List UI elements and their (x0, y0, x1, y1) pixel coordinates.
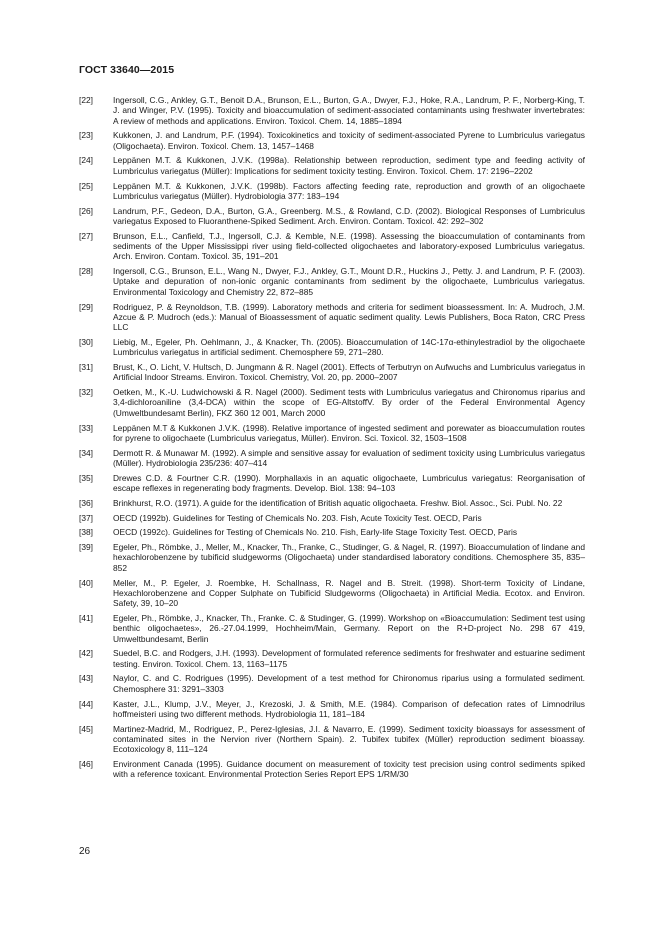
reference-number: [33] (79, 422, 93, 433)
reference-text: Brinkhurst, R.O. (1971). A guide for the identification of British aquatic oligochaeta. Freshw. Biol. Assoc., Sci. Publ. No. 22 (113, 497, 563, 508)
reference-number: [39] (79, 542, 93, 553)
reference-number: [41] (79, 612, 93, 623)
reference-item (79, 302, 585, 333)
reference-text: Egeler, Ph., Römbke, J., Meller, M., Knacker, Th., Franke, C., Studinger, G. & Nagel, R. (1997). Bioaccumulation of lindane and hexachlorobenzene by tubificid sludgeworms (Oligochaeta) under standardised laboratory conditions. Chemosphere 35, 835–852 (113, 542, 585, 573)
reference-number: [36] (79, 497, 93, 508)
reference-text: Martinez-Madrid, M., Rodriguez, P., Perez-Iglesias, J.I. & Navarro, E. (1999). Sediment toxicity bioassays for assessment of contaminated sites in the Nervion river (Northern Spain). 2. Tubifex tubifex (Müller) reproduction sediment bioassay. Ecotoxicology 8, 111–124 (113, 723, 585, 755)
reference-item (79, 673, 585, 694)
reference-text: OECD (1992b). Guidelines for Testing of Chemicals No. 203. Fish, Acute Toxicity Test. OECD, Paris (113, 512, 482, 523)
reference-text: OECD (1992c). Guidelines for Testing of Chemicals No. 210. Fish, Early-life Stage Toxicity Test. OECD, Paris (113, 527, 518, 538)
reference-item (79, 473, 585, 494)
reference-number: [24] (79, 155, 93, 166)
reference-item (79, 130, 585, 151)
reference-item (79, 387, 585, 418)
reference-number: [35] (79, 472, 93, 483)
reference-text: Suedel, B.C. and Rodgers, J.H. (1993). Development of formulated reference sediments for freshwater and estuarine sediment testing. Environ. Toxicol. Chem. 13, 1163–1175 (113, 648, 585, 669)
reference-number: [45] (79, 723, 93, 734)
reference-text: Kaster, J.L., Klump, J.V., Meyer, J., Krezoski, J. & Smith, M.E. (1984). Comparison of defecation rates of Limnodrilus hoffmeisteri using two different methods. Hydrobiologia 11, 181–184 (113, 698, 585, 719)
reference-number: [25] (79, 180, 93, 191)
reference-number: [38] (79, 527, 93, 538)
reference-item (79, 266, 585, 297)
reference-item (79, 613, 585, 644)
reference-number: [23] (79, 130, 93, 141)
reference-text: Egeler, Ph., Römbke, J., Knacker, Th., Franke. C. & Studinger, G. (1999). Workshop on «Bioaccumulation: Sediment test using benthic oligochaetes», 26.-27.04.1999, Hochheim/Main, Germany. Report on the R+D-project No. 298 67 419, Umweltbundesamt, Berlin (113, 612, 585, 644)
reference-list (79, 95, 585, 784)
reference-text: Meller, M., P. Egeler, J. Roembke, H. Schallnass, R. Nagel and B. Streit. (1998). Short-term Toxicity of Lindane, Hexachlorobenzene and Copper Sulphate on Tubificid Sludgeworms (Oligochaeta) in Artificial Media. Ecotox. and Environ. Safety, 39, 10–20 (113, 577, 585, 609)
reference-item (79, 513, 585, 523)
reference-number: [26] (79, 205, 93, 216)
reference-number: [40] (79, 577, 93, 588)
reference-item (79, 542, 585, 573)
reference-text: Leppänen M.T. & Kukkonen, J.V.K. (1998a). Relationship between reproduction, sediment type and feeding activity of Lumbriculus variegatus (Müller): Implications for sediment toxicity testing. Environ. Toxicol. Chem. 17: 2196–2202 (113, 155, 585, 176)
reference-text: Leppänen M.T. & Kukkonen, J.V.K. (1998b). Factors affecting feeding rate, reproduction and growth of an oligochaete Lumbriculus variegatus (Müller). Hydrobiologia 377: 183–194 (113, 180, 585, 201)
reference-item (79, 206, 585, 227)
reference-number: [29] (79, 301, 93, 312)
reference-number: [22] (79, 95, 93, 105)
reference-number: [31] (79, 362, 93, 373)
reference-item (79, 724, 585, 755)
reference-number: [28] (79, 266, 93, 277)
reference-text: Oetken, M., K.-U. Ludwichowski & R. Nagel (2000). Sediment tests with Lumbriculus variegatus and Chironomus riparius and 3,4-dichloroaniline (3,4-DCA) within the scope of EG-AltstoffV. By order of the Federal Environmental Agency (Umweltbundesamt Berlin), FKZ 360 12 001, March 2000 (113, 387, 585, 418)
reference-text: Kukkonen, J. and Landrum, P.F. (1994). Toxicokinetics and toxicity of sediment-associated Pyrene to Lumbriculus variegatus (Oligochaeta). Environ. Toxicol. Chem. 13, 1457–1468 (113, 130, 585, 151)
reference-text: Dermott R. & Munawar M. (1992). A simple and sensitive assay for evaluation of sediment toxicity using Lumbriculus variegatus (Müller). Hydrobiologia 235/236: 407–414 (113, 447, 585, 468)
reference-number: [42] (79, 648, 93, 659)
reference-number: [37] (79, 512, 93, 523)
reference-item (79, 498, 585, 508)
page-number: 26 (79, 846, 91, 857)
reference-number: [43] (79, 673, 93, 684)
reference-item (79, 181, 585, 202)
reference-item (79, 699, 585, 720)
reference-text: Landrum, P.F., Gedeon, D.A., Burton, G.A., Greenberg. M.S., & Rowland, C.D. (2002). Biological Responses of Lumbriculus variegatus Exposed to Fluoranthene-Spiked Sediment. Arch. Environ. Contam. Toxicol. 42: 292–302 (113, 205, 585, 226)
reference-item (79, 362, 585, 383)
reference-number: [27] (79, 230, 93, 241)
reference-item (79, 95, 585, 126)
reference-text: Ingersoll, C.G., Ankley, G.T., Benoit D.A., Brunson, E.L., Burton, G.A., Dwyer, F.J., Hoke, R.A., Landrum, P. F., Norberg-King, T. J. and Winger, P.V. (1995). Toxicity and bioaccumulation of sediment-associated contaminants using freshwater invertebrates: A review of methods and applications. Environ. Toxicol. Chem. 14, 1885–1894 (113, 95, 585, 126)
reference-text: Rodriguez, P. & Reynoldson, T.B. (1999). Laboratory methods and criteria for sediment bioassessment. In: A. Mudroch, J.M. Azcue & P. Mudroch (eds.): Manual of Bioassessment of aquatic sediment quality. Lewis Publishers, Boca Raton, CRC Press LLC (113, 301, 585, 333)
reference-item (79, 448, 585, 469)
reference-number: [32] (79, 387, 93, 398)
reference-number: [34] (79, 447, 93, 458)
page-header-title: ГОСТ 33640—2015 (79, 64, 175, 76)
reference-number: [46] (79, 759, 93, 770)
reference-text: Brust, K., O. Licht, V. Hultsch, D. Jungmann & R. Nagel (2001). Effects of Terbutryn on Aufwuchs and Lumbriculus variegatus in Artificial Indoor Streams. Environ. Toxicol. Chemistry, Vol. 20, pp. 2000–2007 (113, 362, 585, 383)
reference-item (79, 527, 585, 537)
reference-item (79, 155, 585, 176)
reference-text: Environment Canada (1995). Guidance document on measurement of toxicity test precision using control sediments spiked with a reference toxicant. Environmental Protection Series Report EPS 1/RM/30 (113, 759, 585, 780)
reference-item (79, 759, 585, 780)
reference-text: Liebig, M., Egeler, Ph. Oehlmann, J., & Knacker, Th. (2005). Bioaccumulation of 14C-17α-ethinylestradiol by the oligochaete Lumbriculus variegatus in artificial sediment. Chemosphere 59, 271–280. (113, 336, 585, 358)
reference-text: Naylor, C. and C. Rodrigues (1995). Development of a test method for Chironomus riparius using a formulated sediment. Chemosphere 31: 3291–3303 (113, 673, 585, 694)
reference-item (79, 423, 585, 444)
reference-number: [30] (79, 336, 93, 347)
reference-text: Brunson, E.L., Canfield, T.J., Ingersoll, C.J. & Kemble, N.E. (1998). Assessing the bioaccumulation of contaminants from sediments of the Upper Mississippi river using field-collected oligochaetes and laboratory-exposed Lumbriculus variegatus. Arch. Environ. Contam. Toxicol. 35, 191–201 (113, 230, 585, 262)
reference-text: Ingersoll, C.G., Brunson, E.L., Wang N., Dwyer, F.J., Ankley, G.T., Mount D.R., Huckins J., Petty. J. and Landrum, P. F. (2003). Uptake and depuration of non-ionic organic contaminants from sediment by the oligochaete, Lumbriculus variegatus. Environmental Toxicology and Chemistry 22, 872–885 (113, 266, 585, 297)
reference-item (79, 578, 585, 609)
reference-text: Leppänen M.T & Kukkonen J.V.K. (1998). Relative importance of ingested sediment and porewater as bioaccumulation routes for pyrene to oligochaete (Lumbriculus variegatus, Müller). Environ. Sci. Toxicol. 32, 1503–1508 (113, 422, 585, 443)
reference-text: Drewes C.D. & Fourtner C.R. (1990). Morphallaxis in an aquatic oligochaete, Lumbriculus variegatus: Reorganisation of escape reflexes in regenerating body fragments. Develop. Biol. 138: 94–103 (113, 472, 585, 493)
reference-item (79, 231, 585, 262)
reference-item (79, 648, 585, 669)
reference-number: [44] (79, 698, 93, 709)
reference-item (79, 337, 585, 358)
